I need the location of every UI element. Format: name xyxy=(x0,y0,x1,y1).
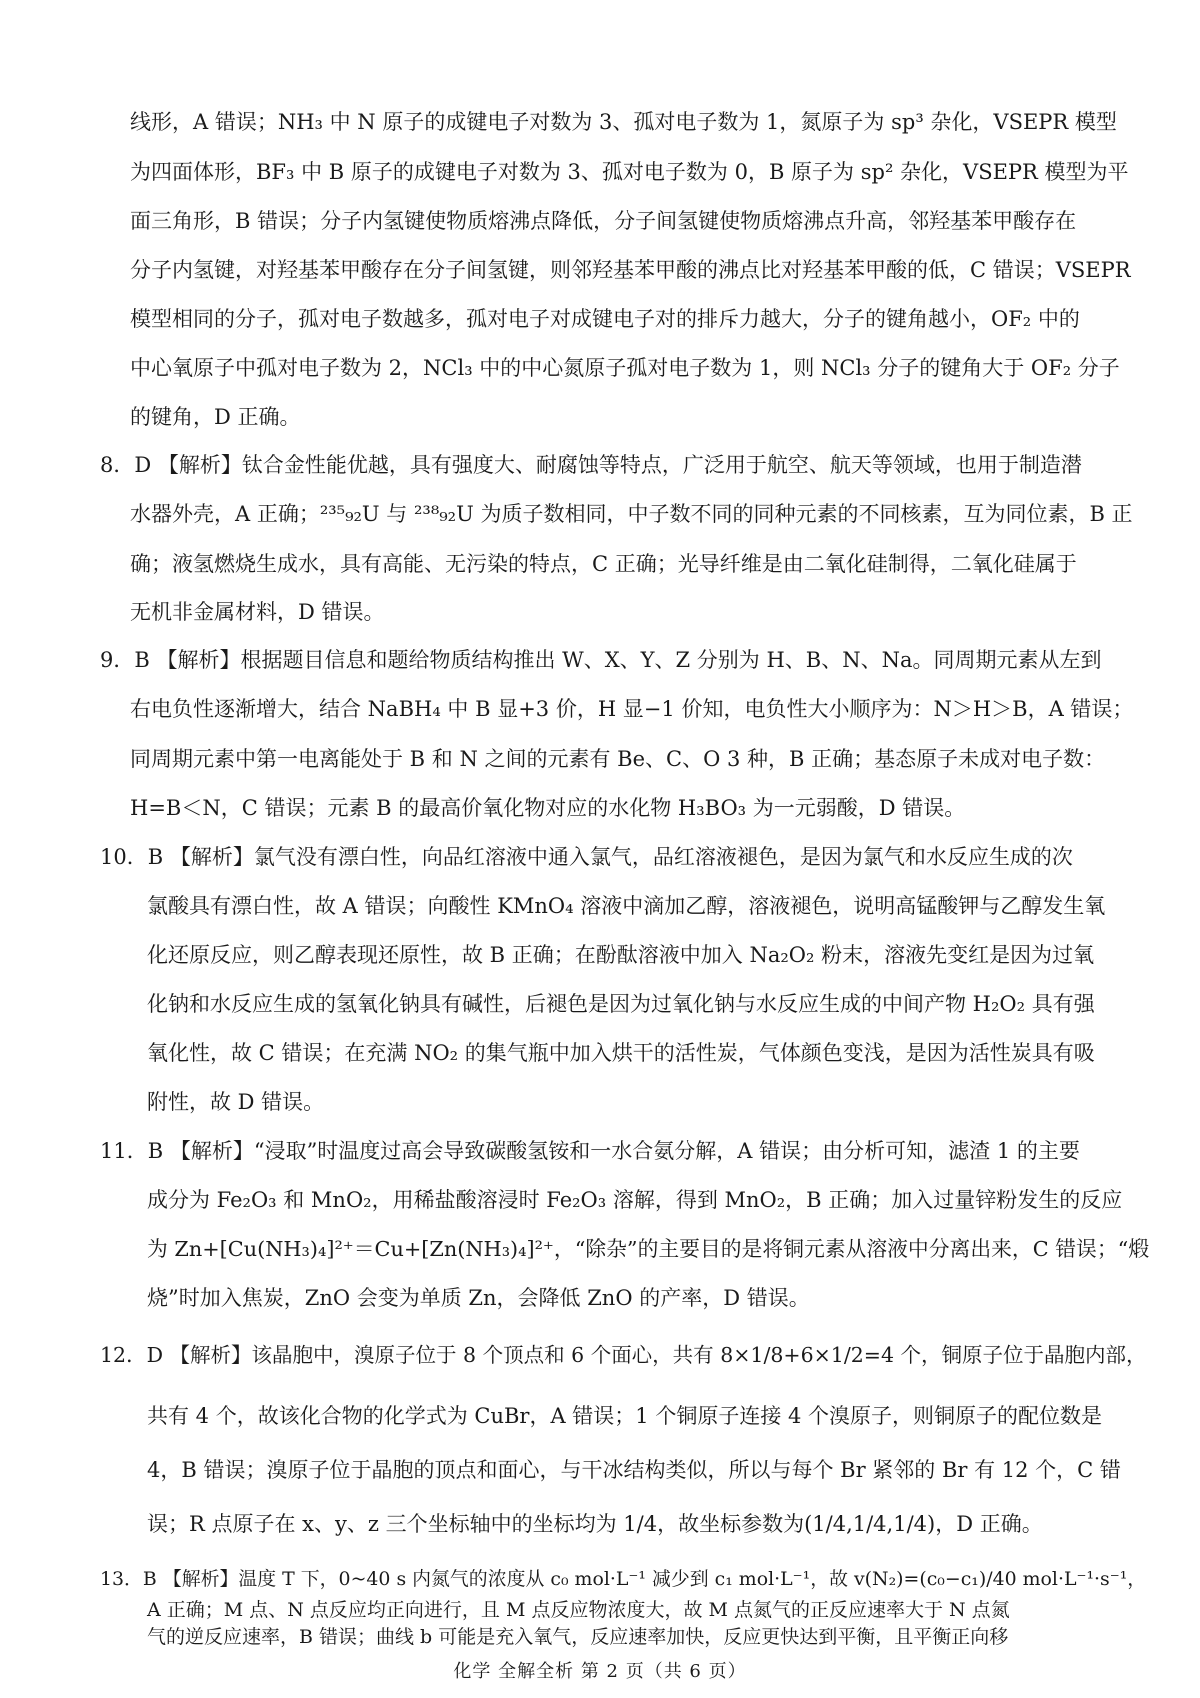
text-line: 同周期元素中第一电离能处于 B 和 N 之间的元素有 Be、C、O 3 种，B 正确；基态原子未成对电子数： xyxy=(130,747,1106,771)
text-line: 确；液氢燃烧生成水，具有高能、无污染的特点，C 正确；光导纤维是由二氧化硅制得，二氧化硅属于 xyxy=(130,552,1077,576)
text-line: 4，B 错误；溴原子位于晶胞的顶点和面心，与干冰结构类似，所以与每个 Br 紧邻的 Br 有 12 个，C 错 xyxy=(147,1458,1121,1482)
text-line: 氯酸具有漂白性，故 A 错误；向酸性 KMnO₄ 溶液中滴加乙醇，溶液褪色，说明高锰酸钾与乙醇发生氧 xyxy=(147,894,1106,918)
text-line: A 正确；M 点、N 点反应均正向进行，且 M 点反应物浓度大，故 M 点氮气的正反应速率大于 N 点氮 xyxy=(147,1599,1010,1621)
text-line: 模型相同的分子，孤对电子数越多，孤对电子对成键电子对的排斥力越大，分子的键角越小，OF₂ 中的 xyxy=(130,307,1080,331)
answer-8-line: 8．D 【解析】钛合金性能优越，具有强度大、耐腐蚀等特点，广泛用于航空、航天等领域，也用于制造潜 xyxy=(100,453,1082,477)
text-line: 氧化性，故 C 错误；在充满 NO₂ 的集气瓶中加入烘干的活性炭，气体颜色变浅，是因为活性炭具有吸 xyxy=(147,1041,1095,1065)
text-line: 中心氧原子中孤对电子数为 2，NCl₃ 中的中心氮原子孤对电子数为 1，则 NCl₃ 分子的键角大于 OF₂ 分子 xyxy=(130,356,1120,380)
text-line: 气的逆反应速率，B 错误；曲线 b 可能是充入氧气，反应速率加快，反应更快达到平衡，且平衡正向移 xyxy=(147,1626,1009,1648)
text-line: 误；R 点原子在 x、y、z 三个坐标轴中的坐标均为 1/4，故坐标参数为(1/4,1/4,1/4)，D 正确。 xyxy=(147,1512,1043,1536)
page-footer: 化学 全解全析 第 2 页（共 6 页） xyxy=(453,1661,747,1682)
text-line: 烧”时加入焦炭，ZnO 会变为单质 Zn，会降低 ZnO 的产率，D 错误。 xyxy=(147,1286,810,1310)
text-line: 化还原反应，则乙醇表现还原性，故 B 正确；在酚酞溶液中加入 Na₂O₂ 粉末，溶液先变红是因为过氧 xyxy=(147,943,1095,967)
text-line: 附性，故 D 错误。 xyxy=(147,1090,325,1114)
text-line: 成分为 Fe₂O₃ 和 MnO₂，用稀盐酸溶浸时 Fe₂O₃ 溶解，得到 MnO₂，B 正确；加入过量锌粉发生的反应 xyxy=(147,1188,1123,1212)
text-line: H=B＜N，C 错误；元素 B 的最高价氧化物对应的水化物 H₃BO₃ 为一元弱酸，D 错误。 xyxy=(130,796,966,820)
text-line: 水器外壳，A 正确；²³⁵₉₂U 与 ²³⁸₉₂U 为质子数相同，中子数不同的同种元素的不同核素，互为同位素，B 正 xyxy=(130,502,1133,526)
text-line: 线形，A 错误；NH₃ 中 N 原子的成键电子对数为 3、孤对电子数为 1，氮原子为 sp³ 杂化，VSEPR 模型 xyxy=(130,110,1117,134)
text-line: 为 Zn+[Cu(NH₃)₄]²⁺＝Cu+[Zn(NH₃)₄]²⁺，“除杂”的主要目的是将铜元素从溶液中分离出来，C 错误；“煅 xyxy=(147,1237,1150,1261)
text-line: 化钠和水反应生成的氢氧化钠具有碱性，后褪色是因为过氧化钠与水反应生成的中间产物 H₂O₂ 具有强 xyxy=(147,992,1095,1016)
text-line: 为四面体形，BF₃ 中 B 原子的成键电子对数为 3、孤对电子数为 0，B 原子为 sp² 杂化，VSEPR 模型为平 xyxy=(130,160,1129,184)
text-line: 的键角，D 正确。 xyxy=(130,405,301,429)
text-line: 分子内氢键，对羟基苯甲酸存在分子间氢键，则邻羟基苯甲酸的沸点比对羟基苯甲酸的低，C 错误；VSEPR xyxy=(130,258,1131,282)
text-line: 面三角形，B 错误；分子内氢键使物质熔沸点降低，分子间氢键使物质熔沸点升高，邻羟基苯甲酸存在 xyxy=(130,209,1077,233)
answer-13-line: 13．B 【解析】温度 T 下，0~40 s 内氮气的浓度从 c₀ mol·L⁻¹ 减少到 c₁ mol·L⁻¹，故 v(N₂)=(c₀−c₁)/40 mol·L⁻¹·s⁻¹， xyxy=(100,1568,1147,1590)
answer-12-line: 12．D 【解析】该晶胞中，溴原子位于 8 个顶点和 6 个面心，共有 8×1/8+6×1/2=4 个，铜原子位于晶胞内部， xyxy=(100,1343,1147,1367)
answer-10-line: 10．B 【解析】氯气没有漂白性，向品红溶液中通入氯气，品红溶液褪色，是因为氯气和水反应生成的次 xyxy=(100,845,1073,869)
answer-11-line: 11．B 【解析】“浸取”时温度过高会导致碳酸氢铵和一水合氨分解，A 错误；由分析可知，滤渣 1 的主要 xyxy=(100,1139,1080,1163)
text-line: 无机非金属材料，D 错误。 xyxy=(130,600,385,624)
text-line: 右电负性逐渐增大，结合 NaBH₄ 中 B 显+3 价，H 显−1 价知，电负性大小顺序为：N＞H＞B，A 错误； xyxy=(130,697,1134,721)
answer-9-line: 9．B 【解析】根据题目信息和题给物质结构推出 W、X、Y、Z 分别为 H、B、N、Na。同周期元素从左到 xyxy=(100,648,1102,672)
text-line: 共有 4 个，故该化合物的化学式为 CuBr，A 错误；1 个铜原子连接 4 个溴原子，则铜原子的配位数是 xyxy=(147,1404,1103,1428)
